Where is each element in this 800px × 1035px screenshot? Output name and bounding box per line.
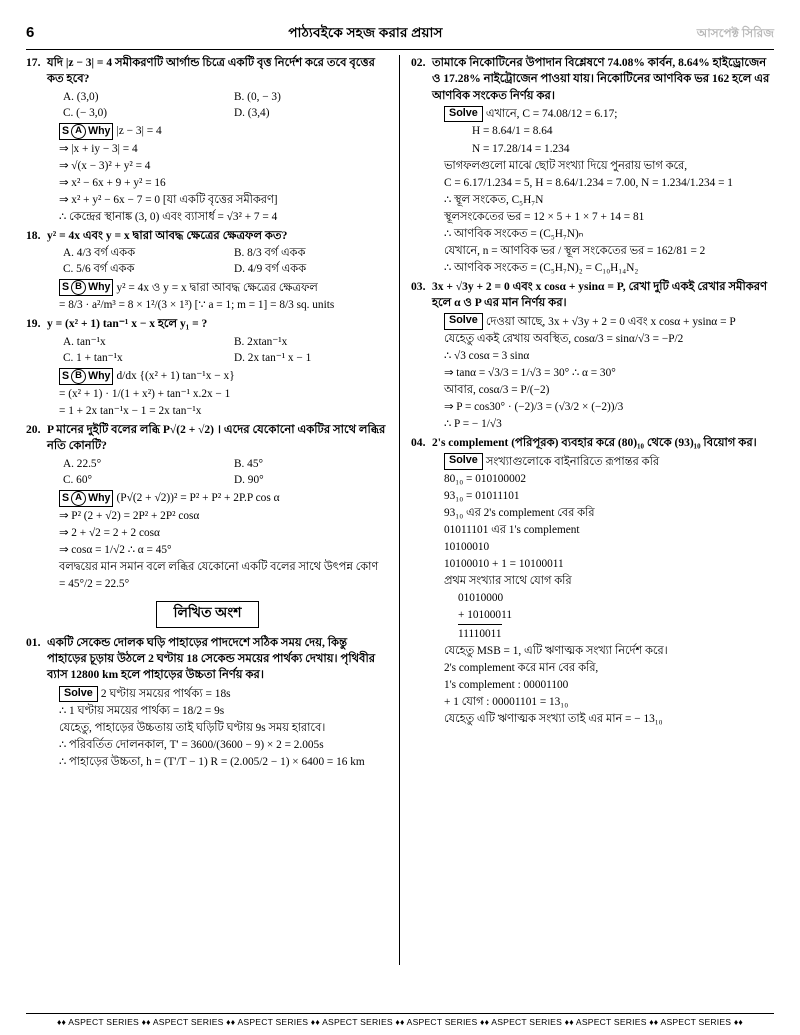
question-text: যদি |z − 3| = 4 সমীকরণটি আর্গান্ড চিত্রে একটি বৃত্ত নির্দেশ করে তবে বৃত্তের কত হবে? bbox=[47, 57, 375, 86]
step-9: ∴ আণবিক সংকেত = (C₅H₇N)₂ = C₁₀H₁₄N₂ bbox=[444, 261, 639, 274]
solve-label: Solve bbox=[59, 686, 98, 702]
solve-letter: S bbox=[62, 124, 70, 137]
page-footer bbox=[26, 1013, 774, 1027]
step-1: যেহেতু একই রেখায় অবস্থিত, cosα/3 = sinα/√3 = −P/2 bbox=[444, 332, 684, 345]
question-number: 18. bbox=[26, 228, 41, 242]
step-0: দেওয়া আছে, 3x + √3y + 2 = 0 এবং x cosα + ysinα = P bbox=[485, 315, 736, 328]
step-15: যেহেতু এটি ঋণাত্মক সংখ্যা তাই এর মান = − 13₁₀ bbox=[444, 713, 663, 726]
option-b[interactable]: B. 45° bbox=[234, 457, 263, 470]
option-c[interactable]: C. 5/6 বর্গ একক bbox=[63, 263, 135, 276]
step-4: বলদ্বয়ের মান সমান বলে লব্ধির যেকোনো একটি বলের সাথে উৎপন্ন কোণ bbox=[59, 560, 379, 573]
step-8: 01010000 bbox=[458, 592, 504, 605]
step-1: H = 8.64/1 = 8.64 bbox=[472, 125, 553, 138]
step-5: 10100010 bbox=[444, 541, 490, 554]
step-1: ⇒ P² (2 + √2) = 2P² + 2P² cosα bbox=[59, 509, 200, 522]
page-header bbox=[26, 22, 774, 49]
written-part-label: লিখিত অংশ bbox=[156, 601, 258, 628]
step-10: 11110011 bbox=[458, 624, 502, 642]
step-2: ⇒ 2 + √2 = 2 + 2 cosα bbox=[59, 526, 160, 539]
step-2: = 1 + 2x tan⁻¹x − 1 = 2x tan⁻¹x bbox=[59, 404, 202, 417]
solve-badge bbox=[59, 123, 389, 140]
question-number: 04. bbox=[411, 436, 426, 450]
options-list bbox=[47, 334, 389, 366]
option-d[interactable]: D. 90° bbox=[234, 473, 264, 486]
question-text: y² = 4x এবং y = x দ্বারা আবদ্ধ ক্ষেত্রের ক্ষেত্রফল কত? bbox=[47, 229, 288, 242]
step-0: এখানে, C = 74.08/12 = 6.17; bbox=[485, 108, 618, 121]
question-number: 03. bbox=[411, 279, 426, 293]
step-1: = (x² + 1) · 1/(1 + x²) + tan⁻¹ x.2x − 1 bbox=[59, 387, 231, 400]
step-5: ∴ স্থূল সংকেত, C₅H₇N bbox=[444, 193, 544, 206]
step-1: = 8/3 · a²/m³ = 8 × 1²/(3 × 1³) [∵ a = 1; m = 1] = 8/3 sq. units bbox=[59, 299, 335, 312]
step-3: ⇒ tanα = √3/3 = 1/√3 = 30° ∴ α = 30° bbox=[444, 366, 616, 379]
solve-badge bbox=[59, 368, 389, 385]
step-6: ∴ P = − 1/√3 bbox=[444, 418, 502, 431]
why-label: Why bbox=[88, 369, 111, 382]
step-3: ভাগফলগুলো মাঝে ছোট সংখ্যা দিয়ে পুনরায় ভাগ করে, bbox=[444, 159, 688, 172]
footer-text: ♦♦ ASPECT SERIES ♦♦ ASPECT SERIES ♦♦ ASPECT SERIES ♦♦ ASPECT SERIES ♦♦ ASPECT SERIES ♦♦ ASPECT SERIES ♦♦ ASPECT SERIES ♦♦ ASPECT SERIES ♦♦ bbox=[56, 1017, 744, 1027]
option-a[interactable]: A. 22.5° bbox=[63, 457, 102, 470]
step-3: 93₁₀ এর 2's complement বের করি bbox=[444, 506, 595, 519]
book-tagline: পাঠ্যবইকে সহজ করার প্রয়াস bbox=[288, 25, 443, 40]
written-question-03 bbox=[411, 279, 774, 432]
answer-circle: B bbox=[71, 280, 86, 295]
step-5: ∴ কেন্দ্রের স্থানাঙ্ক (3, 0) এবং ব্যাসার্ধ = √3² + 7 = 4 bbox=[59, 210, 278, 223]
written-part-heading bbox=[26, 601, 389, 628]
options-list bbox=[47, 245, 389, 277]
question-text: একটি সেকেন্ড দোলক ঘড়ি পাহাড়ের পাদদেশে সঠিক সময় দেয়, কিন্তু পাহাড়ের চূড়ায় উঠলে 2 ঘণ্টায় 18 সেকেন্ড সময়ের পার্থক্য দেখায়। পৃথিবীর ব্যাস 12800 km হলে পাহাড়ের উচ্চতা নির্ণয় কর। bbox=[47, 636, 376, 682]
question-text: P মানের দুইটি বলের লব্ধি P√(2 + √2) । এদের যেকোনো একটির সাথে লব্ধির নতি কোনটি? bbox=[47, 423, 386, 453]
step-1: 80₁₀ = 010100002 bbox=[444, 472, 527, 485]
question-20 bbox=[26, 422, 389, 592]
step-14: + 1 যোগ : 00001101 = 13₁₀ bbox=[444, 696, 569, 709]
step-12: 2's complement করে মান বের করি, bbox=[444, 662, 599, 675]
two-column-body bbox=[26, 55, 774, 965]
step-0: |z − 3| = 4 bbox=[116, 125, 162, 138]
step-0: 2 ঘণ্টায় সময়ের পার্থক্য = 18s bbox=[100, 687, 231, 700]
step-2: 93₁₀ = 01011101 bbox=[444, 489, 520, 502]
step-2: N = 17.28/14 = 1.234 bbox=[472, 142, 570, 155]
options-list bbox=[47, 456, 389, 488]
step-9: + 10100011 bbox=[458, 609, 512, 622]
step-3: ⇒ x² − 6x + 9 + y² = 16 bbox=[59, 176, 166, 189]
step-11: যেহেতু MSB = 1, এটি ঋণাত্মক সংখ্যা নির্দেশ করে। bbox=[444, 645, 668, 658]
step-7: ∴ আণবিক সংকেত = (C₅H₇N)ₙ bbox=[444, 227, 584, 240]
solve-badge bbox=[444, 313, 774, 329]
option-b[interactable]: B. (0, − 3) bbox=[234, 90, 281, 103]
question-number: 20. bbox=[26, 422, 41, 436]
step-4: ⇒ x² + y² − 6x − 7 = 0 [যা একটি বৃত্তের সমীকরণ] bbox=[59, 193, 278, 206]
written-question-04 bbox=[411, 435, 774, 727]
why-label: Why bbox=[88, 281, 111, 294]
solve-badge bbox=[59, 686, 389, 702]
question-18 bbox=[26, 228, 389, 313]
step-0: d/dx {(x² + 1) tan⁻¹x − x} bbox=[116, 370, 235, 383]
question-text: তামাকে নিকোটিনের উপাদান বিশ্লেষণে 74.08% কার্বন, 8.64% হাইড্রোজেন ও 17.28% নাইট্রোজেন পাওয়া যায়। নিকোটিনের আণবিক ভর 162 হলে এর আণবিক সংকেত নির্ণয় কর। bbox=[432, 57, 770, 102]
step-0: সংখ্যাগুলোকে বাইনারিতে রূপান্তর করি bbox=[485, 455, 660, 468]
solve-label: Solve bbox=[444, 453, 483, 469]
question-text: y = (x² + 1) tan⁻¹ x − x হলে y₁ = ? bbox=[47, 318, 208, 331]
step-4: ∴ পাহাড়ের উচ্চতা, h = (T'/T − 1) R = (2.005/2 − 1) × 6400 = 16 km bbox=[59, 756, 365, 769]
option-d[interactable]: D. 4/9 বর্গ একক bbox=[234, 263, 306, 276]
step-5: = 45°/2 = 22.5° bbox=[59, 577, 130, 590]
solve-letter: S bbox=[62, 281, 70, 294]
step-6: 10100010 + 1 = 10100011 bbox=[444, 558, 564, 571]
question-number: 17. bbox=[26, 56, 41, 69]
option-c[interactable]: C. 60° bbox=[63, 473, 92, 486]
series-title: আসপেক্ট সিরিজ bbox=[696, 26, 774, 40]
question-number: 01. bbox=[26, 635, 41, 649]
why-label: Why bbox=[88, 491, 111, 504]
options-list bbox=[47, 89, 389, 121]
step-13: 1's complement : 00001100 bbox=[444, 679, 569, 692]
solve-badge bbox=[444, 453, 774, 469]
step-4: C = 6.17/1.234 = 5, H = 8.64/1.234 = 7.00, N = 1.234/1.234 = 1 bbox=[444, 176, 733, 189]
step-1: ⇒ |x + iy − 3| = 4 bbox=[59, 142, 138, 155]
step-2: ∴ √3 cosα = 3 sinα bbox=[444, 349, 530, 362]
solve-label: Solve bbox=[444, 313, 483, 329]
written-question-01 bbox=[26, 635, 389, 771]
option-d[interactable]: D. (3,4) bbox=[234, 106, 270, 119]
question-number: 19. bbox=[26, 317, 41, 331]
step-2: যেহেতু, পাহাড়ের উচ্চতায় তাই ঘড়িটি ঘণ্টায় 9s সময় হারাবে। bbox=[59, 722, 326, 735]
option-b[interactable]: B. 8/3 বর্গ একক bbox=[234, 247, 306, 260]
step-6: স্থূলসংকেতের ভর = 12 × 5 + 1 × 7 + 14 = 81 bbox=[444, 210, 645, 223]
solve-badge bbox=[444, 106, 774, 122]
header-divider bbox=[26, 49, 774, 50]
written-question-02 bbox=[411, 55, 774, 276]
solve-label: Solve bbox=[444, 106, 483, 122]
question-text: 2's complement (পরিপূরক) ব্যবহার করে (80)₁₀ থেকে (93)₁₀ বিয়োগ কর। bbox=[432, 437, 757, 450]
solve-letter: S bbox=[62, 491, 70, 504]
step-0: y² = 4x ও y = x দ্বারা আবদ্ধ ক্ষেত্রের ক্ষেত্রফল bbox=[116, 281, 318, 294]
step-7: প্রথম সংখ্যার সাথে যোগ করি bbox=[444, 575, 572, 588]
step-8: যেখানে, n = আণবিক ভর / স্থূল সংকেতের ভর = 162/81 = 2 bbox=[444, 244, 706, 257]
step-3: ⇒ cosα = 1/√2 ∴ α = 45° bbox=[59, 543, 172, 556]
option-a[interactable]: A. 4/3 বর্গ একক bbox=[63, 247, 135, 260]
question-17 bbox=[26, 55, 389, 225]
footer-divider bbox=[26, 1013, 774, 1014]
step-1: ∴ 1 ঘণ্টায় সময়ের পার্থক্য = 18/2 = 9s bbox=[59, 705, 225, 718]
option-a[interactable]: A. (3,0) bbox=[63, 90, 99, 103]
option-c[interactable]: C. (− 3,0) bbox=[63, 106, 108, 119]
step-3: ∴ পরিবর্তিত দোলনকাল, T' = 3600/(3600 − 9) × 2 = 2.005s bbox=[59, 739, 324, 752]
why-label: Why bbox=[88, 124, 111, 137]
step-4: 01011101 এর 1's complement bbox=[444, 523, 580, 536]
solve-badge bbox=[59, 490, 389, 507]
option-a[interactable]: A. tan⁻¹x bbox=[63, 335, 106, 348]
page-number: 6 bbox=[26, 24, 35, 41]
option-c[interactable]: C. 1 + tan⁻¹x bbox=[63, 351, 123, 364]
right-column bbox=[400, 55, 774, 965]
answer-circle: A bbox=[71, 124, 86, 139]
step-4: আবার, cosα/3 = P/(−2) bbox=[444, 383, 550, 396]
question-text: 3x + √3y + 2 = 0 এবং x cosα + ysinα = P, রেখা দুটি একই রেখার সমীকরণ হলে α ও P এর মান নির্ণয় কর। bbox=[432, 280, 768, 310]
step-0: (P√(2 + √2))² = P² + P² + 2P.P cos α bbox=[116, 491, 280, 504]
left-column bbox=[26, 55, 400, 965]
answer-circle: A bbox=[71, 491, 86, 506]
step-2: ⇒ √(x − 3)² + y² = 4 bbox=[59, 159, 151, 172]
solve-letter: S bbox=[62, 369, 70, 382]
answer-circle: B bbox=[71, 369, 86, 384]
question-19 bbox=[26, 316, 389, 418]
step-5: ⇒ P = cos30° · (−2)/3 = (√3/2 × (−2))/3 bbox=[444, 401, 624, 414]
question-number: 02. bbox=[411, 56, 426, 69]
option-d[interactable]: D. 2x tan⁻¹ x − 1 bbox=[234, 351, 312, 364]
solve-badge bbox=[59, 279, 389, 296]
option-b[interactable]: B. 2xtan⁻¹x bbox=[234, 335, 288, 348]
